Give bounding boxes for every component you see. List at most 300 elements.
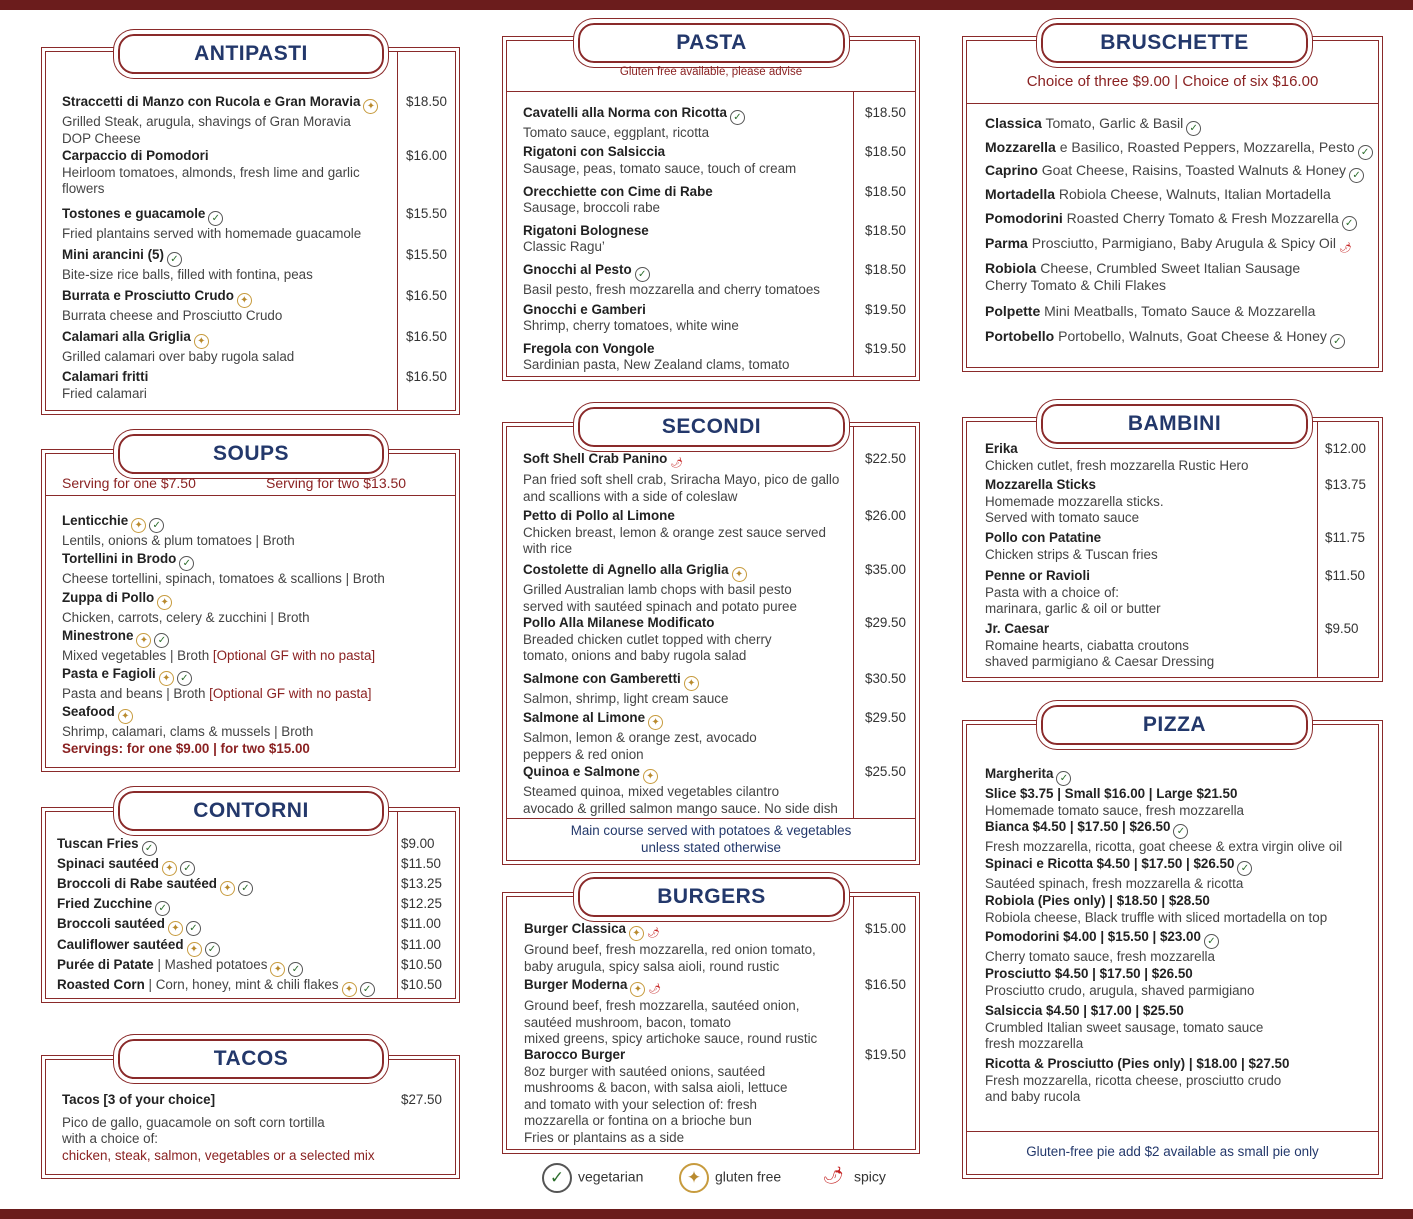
bruschette-item	[985, 260, 1300, 293]
item-desc: Basil pesto, fresh mozzarella and cherry tomatoes	[523, 282, 820, 298]
item-name: Spinaci e Ricotta $4.50 | $17.50 | $26.50	[985, 856, 1235, 871]
legend-gluten-free: ✦ gluten free	[679, 1163, 781, 1193]
item-name: Rigatoni con Salsiccia	[523, 144, 666, 160]
item-desc: and scallions with a side of coleslaw	[523, 488, 738, 504]
item-broth: | Broth	[341, 571, 385, 586]
item-broth: | Broth	[251, 533, 295, 548]
item-price: $16.50	[865, 977, 906, 992]
item-name: Minestrone	[62, 628, 134, 643]
item-desc: baby arugula, spicy salsa aioli, round rustic	[524, 958, 780, 974]
item-name: Mini arancini (5)	[62, 247, 164, 262]
item-desc: avocado & grilled salmon mango sauce. No side dish	[523, 800, 838, 816]
item-desc: Grilled calamari over baby rugola salad	[62, 349, 295, 364]
item-desc: Breaded chicken cutlet topped with cherry	[523, 631, 772, 647]
item-desc: Fresh mozzarella, ricotta cheese, prosciutto crudo	[985, 1072, 1282, 1088]
item-desc: Shrimp, cherry tomatoes, white wine	[523, 318, 739, 334]
item-price: $29.50	[865, 710, 906, 725]
gluten-free-icon: ✦	[643, 769, 658, 784]
spicy-icon: 🌶	[822, 1166, 844, 1185]
item-desc: Fried plantains served with homemade guacamole	[62, 226, 362, 241]
secondi-item	[523, 562, 797, 615]
item-price: $11.50	[1325, 568, 1365, 583]
item-name: Margherita	[985, 766, 1054, 781]
item-desc: 8oz burger with sautéed onions, sautéed	[524, 1063, 766, 1079]
burger-item	[524, 1047, 787, 1147]
antipasti-item	[62, 369, 148, 402]
item-desc: peppers & red onion	[523, 746, 644, 762]
bambini-title: BAMBINI	[1127, 412, 1222, 435]
item-name: Calamari fritti	[62, 369, 149, 384]
pasta-subtitle: Gluten free available, please advise	[619, 66, 803, 78]
soups-section	[41, 442, 460, 772]
item-name: Salsiccia $4.50 | $17.00 | $25.50	[985, 1003, 1184, 1018]
bambini-item	[985, 568, 1161, 618]
contorni-item	[57, 937, 220, 957]
item-broth: | Broth	[270, 724, 314, 739]
item-price: $11.00	[401, 936, 441, 952]
antipasti-title: ANTIPASTI	[194, 42, 308, 65]
gluten-free-icon: ✦	[220, 881, 235, 896]
tacos-price: $27.50	[401, 1092, 442, 1107]
pasta-item	[523, 184, 713, 217]
gluten-free-icon: ✦	[159, 671, 174, 686]
item-desc: Served with tomato sauce	[985, 510, 1140, 526]
soup-item	[62, 551, 385, 588]
secondi-item	[523, 764, 838, 817]
gluten-free-icon: ✦	[168, 921, 183, 936]
item-price: $12.25	[401, 896, 442, 912]
pasta-item	[523, 341, 789, 374]
item-price: $12.00	[1325, 441, 1366, 456]
item-price: $9.00	[401, 836, 435, 851]
item-gf-note: [Optional GF with no pasta]	[212, 648, 376, 663]
item-desc: Bite-size rice balls, filled with fontina, peas	[62, 267, 313, 282]
bottom-border	[0, 1209, 1413, 1219]
bambini-item	[985, 530, 1158, 563]
item-name: Pomodorini	[985, 210, 1063, 226]
pizza-item	[985, 819, 1342, 856]
item-name: Petto di Pollo al Limone	[523, 508, 675, 523]
item-desc: Sautéed spinach, fresh mozzarella & ricotta	[985, 876, 1244, 891]
contorni-title: CONTORNI	[193, 799, 309, 822]
secondi-footer-1: Main course served with potatoes & vegetables	[570, 823, 852, 838]
contorni-item	[57, 896, 170, 916]
item-desc: Fries or plantains as a side	[524, 1129, 685, 1145]
item-desc: Prosciutto, Parmigiano, Baby Arugula & Spicy Oil	[1027, 235, 1336, 251]
item-price: $25.50	[865, 764, 906, 779]
bruschette-subtitle: Choice of three $9.00 | Choice of six $16.00	[1026, 73, 1319, 90]
tacos-desc-2: with a choice of:	[62, 1131, 159, 1146]
item-name: Ricotta & Prosciutto (Pies only) | $18.00 | $27.50	[985, 1056, 1290, 1071]
item-desc: sautéed mushroom, bacon, tomato	[524, 1014, 731, 1030]
item-desc: with rice	[523, 541, 573, 557]
tacos-name: Tacos [3 of your choice]	[62, 1092, 216, 1107]
item-price: $18.50	[406, 94, 447, 109]
vegetarian-icon: ✓	[1056, 771, 1071, 786]
item-desc: Cheese tortellini, spinach, tomatoes & scallions	[62, 571, 342, 586]
bruschette-item	[985, 139, 1373, 160]
item-desc: Tomato, Garlic & Basil	[1041, 115, 1184, 131]
item-name: Burrata e Prosciutto Crudo	[62, 288, 234, 303]
item-desc: Homemade tomato sauce, fresh mozzarella	[985, 802, 1244, 818]
item-name: Pollo con Patatine	[985, 530, 1102, 545]
item-desc: Fried calamari	[62, 385, 147, 401]
soup-item	[62, 590, 310, 627]
burger-item	[524, 921, 816, 975]
bruschette-item	[985, 162, 1364, 183]
pizza-item	[985, 766, 1244, 819]
gluten-free-icon: ✦	[187, 942, 202, 957]
burgers-section	[502, 885, 920, 1154]
antipasti-item	[62, 288, 282, 325]
pizza-item	[985, 893, 1327, 926]
gluten-free-icon: ✦	[118, 709, 133, 724]
item-desc: marinara, garlic & oil or butter	[985, 601, 1161, 617]
item-desc: Tomato sauce, eggplant, ricotta	[523, 125, 710, 140]
gluten-free-icon: ✦	[630, 982, 645, 997]
item-price: $16.50	[406, 369, 447, 384]
item-name: Pollo Alla Milanese Modificato	[523, 615, 715, 630]
pasta-title: PASTA	[676, 31, 747, 54]
item-price: $15.00	[865, 921, 906, 936]
item-desc-2: Cherry Tomato & Chili Flakes	[985, 276, 1167, 293]
pasta-item	[523, 223, 649, 256]
item-name: Robiola	[985, 260, 1037, 276]
pizza-item	[985, 856, 1252, 893]
item-desc-2: and baby rucola	[985, 1089, 1081, 1105]
pizza-item	[985, 929, 1219, 966]
item-price: $15.50	[406, 206, 447, 221]
item-price: $15.50	[406, 247, 447, 262]
pasta-item	[523, 302, 739, 335]
item-name: Broccoli di Rabe sautéed	[57, 876, 217, 892]
vegetarian-icon: ✓	[1186, 121, 1201, 136]
item-name: Fregola con Vongole	[523, 340, 655, 356]
item-desc: served with sautéed spinach and potato puree	[523, 598, 797, 614]
vegetarian-icon: ✓	[180, 861, 195, 876]
item-desc: mixed greens, spicy artichoke sauce, round rustic	[524, 1031, 818, 1047]
item-name: Robiola (Pies only) | $18.50 | $28.50	[985, 893, 1210, 908]
item-name: Carpaccio di Pomodori	[62, 148, 209, 163]
pizza-item	[985, 966, 1254, 999]
item-price: $18.50	[865, 262, 906, 278]
secondi-footer-2: unless stated otherwise	[641, 840, 781, 855]
item-price: $18.50	[865, 222, 906, 238]
item-desc: Pan fried soft shell crab, Sriracha Mayo, pico de gallo	[523, 472, 840, 487]
gluten-free-icon: ✦	[237, 293, 252, 308]
item-name: Purée di Patate	[57, 956, 154, 972]
bruschette-item	[985, 328, 1345, 349]
item-name: Bianca $4.50 | $17.50 | $26.50	[985, 819, 1171, 834]
item-price: $30.50	[865, 671, 906, 686]
spicy-icon: 🌶	[648, 984, 662, 995]
pizza-item	[985, 1003, 1263, 1053]
item-name: Zuppa di Pollo	[62, 590, 155, 605]
bambini-item	[985, 621, 1214, 671]
vegetarian-icon: ✓	[1237, 861, 1252, 876]
burgers-title: BURGERS	[657, 885, 766, 908]
contorni-item	[57, 876, 253, 896]
item-desc: Ground beef, fresh mozzarella, red onion tomato,	[524, 942, 816, 957]
item-desc: Chicken strips & Tuscan fries	[985, 546, 1158, 562]
item-name: Orecchiette con Cime di Rabe	[523, 183, 713, 199]
secondi-item	[523, 671, 728, 708]
secondi-item	[523, 508, 826, 558]
vegetarian-icon: ✓	[177, 671, 192, 686]
item-desc: Lentils, onions & plum tomatoes	[62, 533, 252, 548]
item-desc: shaved parmigiano & Caesar Dressing	[985, 654, 1215, 670]
item-desc-2: fresh mozzarella	[985, 1036, 1084, 1052]
item-price: $13.75	[1325, 477, 1366, 492]
item-price: $9.50	[1325, 621, 1359, 636]
item-name: Tostones e guacamole	[62, 206, 206, 221]
item-desc: Crumbled Italian sweet sausage, tomato sauce	[985, 1019, 1264, 1035]
item-name: Salmone con Gamberetti	[523, 671, 681, 686]
gluten-free-icon: ✦	[270, 962, 285, 977]
vegetarian-icon: ✓	[186, 921, 201, 936]
pasta-item	[523, 262, 820, 299]
contorni-item	[57, 916, 201, 936]
seafood-servings: Servings: for one $9.00 | for two $15.00	[62, 740, 310, 756]
gluten-free-icon: ✦	[162, 861, 177, 876]
vegetarian-icon: ✓	[179, 556, 194, 571]
item-name: Burger Moderna	[524, 977, 628, 992]
gluten-free-icon: ✦	[136, 633, 151, 648]
item-desc: Pasta with a choice of:	[985, 584, 1119, 600]
contorni-item	[57, 977, 375, 997]
antipasti-item	[62, 94, 378, 147]
vegetarian-icon: ✓	[1349, 168, 1364, 183]
item-name: Jr. Caesar	[985, 621, 1050, 636]
gluten-free-icon: ✦	[363, 99, 378, 114]
soups-serving-two: Serving for two $13.50	[266, 475, 407, 491]
item-name: Mortadella	[985, 186, 1056, 202]
item-desc: Mixed vegetables	[62, 648, 167, 663]
legend-vegetarian: ✓ vegetarian	[542, 1163, 643, 1193]
item-name: Barocco Burger	[524, 1047, 626, 1062]
item-desc: and tomato with your selection of: fresh	[524, 1096, 757, 1112]
item-name: Costolette di Agnello alla Griglia	[523, 562, 729, 577]
item-name: Classica	[985, 115, 1042, 131]
bambini-section	[962, 412, 1383, 682]
item-name: Parma	[985, 235, 1028, 251]
secondi-item	[523, 451, 839, 505]
item-price: $19.50	[865, 340, 906, 356]
bruschette-section	[962, 31, 1383, 372]
vegetarian-icon: ✓	[149, 518, 164, 533]
item-desc: Goat Cheese, Raisins, Toasted Walnuts & Honey	[1037, 162, 1347, 178]
pasta-section	[502, 31, 920, 381]
item-price: $35.00	[865, 562, 906, 577]
contorni-item	[57, 957, 303, 977]
item-name: Lenticchie	[62, 513, 129, 528]
bruschette-item	[985, 210, 1357, 231]
gluten-free-icon: ✦	[342, 982, 357, 997]
soup-item	[62, 628, 375, 665]
item-price: $10.50	[401, 956, 442, 972]
item-gf-note: [Optional GF with no pasta]	[209, 686, 372, 701]
item-desc: Pasta and beans	[62, 686, 163, 701]
item-desc: Robiola cheese, Black truffle with sliced mortadella on top	[985, 909, 1328, 925]
gluten-free-icon: ✦	[194, 334, 209, 349]
vegetarian-icon: ✓	[1173, 824, 1188, 839]
gluten-free-icon: ✦	[732, 567, 747, 582]
item-desc: Portobello, Walnuts, Goat Cheese & Honey	[1054, 328, 1327, 344]
item-broth: | Broth	[162, 686, 210, 701]
pasta-item	[523, 144, 796, 177]
secondi-item	[523, 710, 757, 763]
gluten-free-icon: ✦	[157, 595, 172, 610]
vegetarian-icon: ✓	[1204, 934, 1219, 949]
antipasti-item	[62, 247, 313, 284]
item-desc: Cherry tomato sauce, fresh mozzarella	[985, 949, 1215, 964]
item-price: $16.50	[406, 329, 447, 344]
contorni-item	[57, 836, 157, 856]
item-desc: | Mashed potatoes	[153, 956, 268, 972]
item-name: Fried Zucchine	[57, 896, 153, 912]
item-name: Soft Shell Crab Panino	[523, 451, 668, 466]
item-desc: | Corn, honey, mint & chili flakes	[144, 976, 339, 992]
bruschette-item	[985, 115, 1201, 136]
tacos-choices: chicken, steak, salmon, vegetables or a selected mix	[62, 1148, 375, 1163]
item-desc: Grilled Australian lamb chops with basil pesto	[523, 582, 792, 597]
bruschette-item	[985, 186, 1331, 203]
item-desc: Classic Ragu’	[523, 239, 605, 255]
item-desc: Mini Meatballs, Tomato Sauce & Mozzarella	[1040, 303, 1316, 319]
bambini-item	[985, 441, 1248, 474]
item-name: Mozzarella	[985, 139, 1056, 155]
gluten-free-icon: ✦	[131, 518, 146, 533]
vegetarian-icon: ✓	[155, 901, 170, 916]
item-desc: Homemade mozzarella sticks.	[985, 493, 1164, 509]
vegetarian-icon: ✓	[142, 841, 157, 856]
item-name: Tuscan Fries	[57, 836, 139, 851]
item-name: Cauliflower sautéed	[57, 936, 184, 952]
soup-item	[62, 513, 295, 550]
item-price: $22.50	[865, 451, 906, 466]
item-price: $18.50	[865, 144, 906, 160]
item-name: Broccoli sautéed	[57, 916, 165, 932]
item-desc: DOP Cheese	[62, 130, 141, 146]
spicy-icon: 🌶	[1338, 243, 1352, 254]
secondi-item	[523, 615, 772, 665]
item-name: Rigatoni Bolognese	[523, 222, 649, 238]
item-name: Polpette	[985, 303, 1041, 319]
burger-item	[524, 977, 817, 1048]
pizza-item	[985, 1056, 1289, 1106]
gluten-free-icon: ✦	[648, 715, 663, 730]
item-name: Gnocchi e Gamberi	[523, 301, 646, 317]
vegetarian-icon: ✓	[154, 633, 169, 648]
item-price: $16.00	[406, 148, 447, 163]
item-name: Salmone al Limone	[523, 710, 646, 725]
bruschette-item	[985, 303, 1315, 320]
tacos-section	[41, 1047, 460, 1179]
item-desc: Burrata cheese and Prosciutto Crudo	[62, 308, 283, 323]
item-desc: Prosciutto crudo, arugula, shaved parmigiano	[985, 982, 1255, 998]
item-desc: Romaine hearts, ciabatta croutons	[985, 637, 1189, 653]
item-desc: Fresh mozzarella, ricotta, goat cheese & extra virgin olive oil	[985, 839, 1343, 854]
spicy-icon: 🌶	[670, 458, 684, 469]
antipasti-item	[62, 329, 294, 366]
pizza-section	[962, 713, 1383, 1179]
item-prices: Slice $3.75 | Small $16.00 | Large $21.50	[985, 786, 1238, 801]
item-desc: Sausage, peas, tomato sauce, touch of cream	[523, 160, 797, 176]
soups-serving-one: Serving for one $7.50	[62, 475, 196, 491]
antipasti-section	[41, 42, 460, 415]
item-name: Penne or Ravioli	[985, 568, 1090, 583]
item-name: Burger Classica	[524, 921, 626, 936]
item-name: Caprino	[985, 162, 1038, 178]
bruschette-title: BRUSCHETTE	[1100, 31, 1249, 54]
item-desc: Steamed quinoa, mixed vegetables cilantro	[523, 784, 780, 799]
vegetarian-icon: ✓	[205, 942, 220, 957]
vegetarian-icon: ✓	[1358, 145, 1373, 160]
gluten-free-icon: ✦	[679, 1163, 709, 1193]
vegetarian-icon: ✓	[238, 881, 253, 896]
item-price: $11.50	[401, 856, 441, 872]
vegetarian-icon: ✓	[288, 962, 303, 977]
vegetarian-icon: ✓	[635, 267, 650, 282]
item-desc: Sardinian pasta, New Zealand clams, tomato	[523, 357, 790, 373]
item-desc: mushrooms & bacon, with salsa aioli, lettuce	[524, 1080, 788, 1096]
contorni-item	[57, 856, 195, 876]
item-price: $11.00	[401, 916, 441, 932]
bambini-item	[985, 477, 1164, 527]
item-desc: Ground beef, fresh mozzarella, sautéed onion,	[524, 998, 800, 1013]
item-name: Roasted Corn	[57, 976, 145, 992]
item-name: Portobello	[985, 328, 1055, 344]
soup-item	[62, 666, 371, 703]
item-desc: e Basilico, Roasted Peppers, Mozzarella, Pesto	[1055, 139, 1355, 155]
pizza-title: PIZZA	[1142, 713, 1207, 736]
antipasti-item	[62, 206, 361, 243]
item-desc: Sausage, broccoli rabe	[523, 200, 660, 216]
item-price: $13.25	[401, 876, 442, 892]
item-desc: flowers	[62, 181, 105, 197]
secondi-title: SECONDI	[661, 415, 762, 438]
item-price: $18.50	[865, 105, 906, 120]
spicy-icon: 🌶	[646, 928, 660, 939]
item-desc: Salmon, lemon & orange zest, avocado	[523, 730, 757, 745]
item-price: $19.50	[865, 301, 906, 317]
soups-title: SOUPS	[212, 442, 290, 465]
vegetarian-icon: ✓	[167, 252, 182, 267]
item-desc: Heirloom tomatoes, almonds, fresh lime and garlic	[62, 164, 360, 180]
contorni-section	[41, 799, 460, 1003]
item-name: Quinoa e Salmone	[523, 764, 640, 779]
item-desc: Shrimp, calamari, clams & mussels	[62, 724, 271, 739]
pasta-item	[523, 105, 745, 142]
item-name: Pomodorini $4.00 | $15.50 | $23.00	[985, 929, 1201, 944]
item-name: Prosciutto $4.50 | $17.50 | $26.50	[985, 966, 1193, 981]
item-desc: Chicken, carrots, celery & zucchini	[62, 610, 267, 625]
bruschette-item	[985, 235, 1351, 257]
item-price: $18.50	[865, 183, 906, 199]
tacos-title: TACOS	[213, 1047, 289, 1070]
vegetarian-icon: ✓	[360, 982, 375, 997]
item-name: Tortellini in Brodo	[62, 551, 177, 566]
item-broth: | Broth	[266, 610, 310, 625]
secondi-section	[502, 415, 920, 865]
item-desc: Salmon, shrimp, light cream sauce	[523, 691, 729, 706]
item-desc: Chicken breast, lemon & orange zest sauce served	[523, 524, 826, 540]
item-name: Spinaci sautéed	[57, 856, 159, 872]
item-price: $11.75	[1325, 530, 1365, 545]
item-desc: Grilled Steak, arugula, shavings of Gran Moravia	[62, 114, 351, 129]
soup-item	[62, 704, 313, 757]
item-name: Straccetti di Manzo con Rucola e Gran Moravia	[62, 94, 361, 109]
